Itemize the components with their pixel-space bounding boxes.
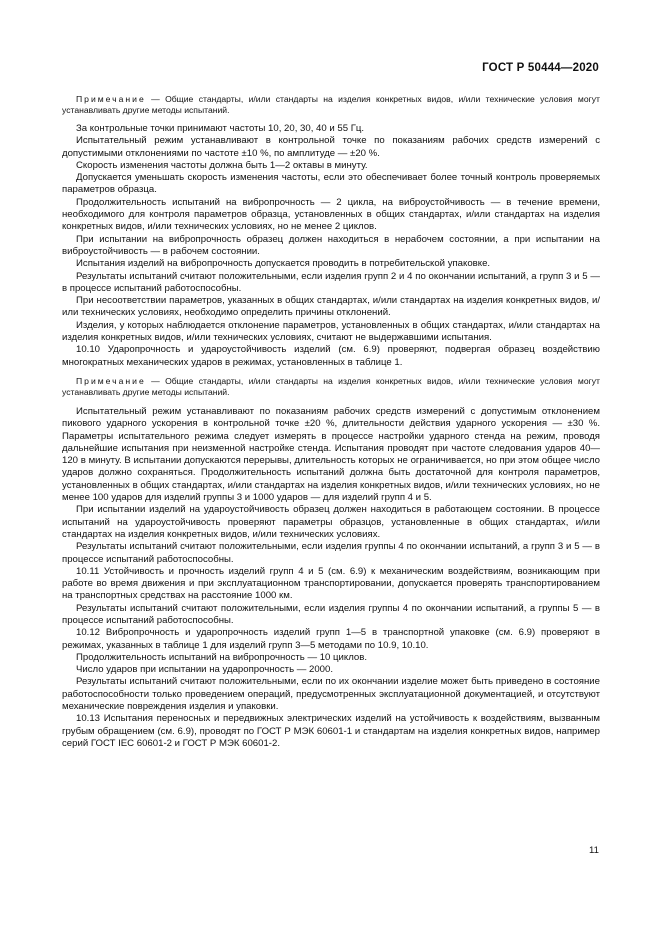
- paragraph: Продолжительность испытаний на вибропрочность — 2 цикла, на виброустойчивость — в течение времени, необходимого для контроля параметров образца, установленных в общих стандартах, и/или стандартах на изделия конкретных видов, и/или технических условиях, но не менее 2 циклов.: [62, 196, 600, 233]
- paragraph: Испытательный режим устанавливают по показаниям рабочих средств измерений с допустимым отклонением пикового ударного ускорения в контрольной точке ±20 %, длительности действия ударного ускорения — ±30 %. Параметры испытательного режима следует измерять в процессе настройки ударного стенда на режим, проводя дальнейшие испытания при неизменной настройке стенда. Испытания проводят при частоте следования ударов 40—120 в минуту. В испытании допускаются перерывы, длительность которых не ограничивается, но при этом общее число ударов должно сохраняться. Продолжительность испытаний должна быть достаточной для контроля параметров, установленных в общих стандартах, и/или стандартах на изделия конкретных видов, и/или технических условиях, но не менее 100 ударов для изделий группы 3 и 1000 ударов — для изделий групп 4 и 5.: [62, 405, 600, 504]
- note-label: Примечание: [76, 375, 146, 386]
- paragraph: При несоответствии параметров, указанных в общих стандартах, и/или стандартах на изделия конкретных видов, и/или технических условиях, необходимо определить причины отклонений.: [62, 295, 600, 319]
- page-number: 11: [589, 845, 599, 856]
- note-text: — Общие стандарты, и/или стандарты на изделия конкретных видов, и/или технические условия могут устанавливать другие методы испытаний.: [62, 375, 600, 397]
- paragraph: Результаты испытаний считают положительными, если изделия группы 4 по окончании испытаний, а групп 3 и 5 — в процессе испытаний работоспособны.: [62, 541, 600, 565]
- paragraph: При испытании на вибропрочность образец должен находиться в нерабочем состоянии, а при испытании на виброустойчивость — в рабочем состоянии.: [62, 233, 600, 257]
- paragraph: Результаты испытаний считают положительными, если изделия группы 4 по окончании испытаний, а группы 5 — в процессе испытаний работоспособны.: [62, 602, 600, 626]
- note-2: [62, 376, 600, 398]
- paragraph: Результаты испытаний считают положительными, если по их окончании изделие может быть приведено в состояние работоспособности только проведением операций, предусмотренных эксплуатационной документацией, и отсутствуют механические повреждения изделия и упаковки.: [62, 676, 600, 713]
- paragraph: Изделия, у которых наблюдается отклонение параметров, установленных в общих стандартах, и/или стандартах на изделия конкретных видов, и/или технических условиях, считают не выдержавшими испытания.: [62, 319, 600, 344]
- paragraph: Продолжительность испытаний на вибропрочность — 10 циклов.: [76, 651, 368, 663]
- section-10-11: 10.11 Устойчивость и прочность изделий групп 4 и 5 (см. 6.9) к механическим воздействиям, возникающим при работе во время движения и при эксплуатационном транспортировании, допускается проверять транспортированием на транспортных средствах на расстояние 1000 км.: [62, 565, 600, 602]
- section-10-13: 10.13 Испытания переносных и передвижных электрических изделий на устойчивость к воздействиям, вызванным грубым обращением (см. 6.9), проводят по ГОСТ Р МЭК 60601-1 и стандартам на изделия конкретных видов, например серий ГОСТ IEC 60601-2 и ГОСТ Р МЭК 60601-2.: [62, 713, 600, 749]
- document-header: ГОСТ Р 50444—2020: [482, 62, 599, 74]
- paragraph: За контрольные точки принимают частоты 10, 20, 30, 40 и 55 Гц.: [76, 123, 365, 134]
- section-10-10: 10.10 Ударопрочность и удароустойчивость изделий (см. 6.9) проверяют, подвергая образец воздействию многократных механических ударов в режимах, установленных в таблице 1.: [62, 344, 600, 368]
- note-text: — Общие стандарты, и/или стандарты на изделия конкретных видов, и/или технические условия могут устанавливать другие методы испытаний.: [62, 94, 600, 115]
- note-1: [62, 94, 600, 116]
- paragraph: Допускается уменьшать скорость изменения частоты, если это обеспечивает более точный контроль проверяемых параметров образца.: [62, 172, 600, 196]
- paragraph: Результаты испытаний считают положительными, если изделия групп 2 и 4 по окончании испытаний, а групп 3 и 5 — в процессе испытаний работоспособны.: [62, 270, 600, 294]
- paragraph: Скорость изменения частоты должна быть 1—2 октавы в минуту.: [76, 159, 368, 171]
- page-content: [62, 94, 600, 750]
- note-label: Примечание: [76, 94, 146, 104]
- paragraph: Число ударов при испытании на ударопрочность — 2000.: [76, 664, 333, 676]
- paragraph: Испытания изделий на вибропрочность допускается проводить в потребительской упаковке.: [76, 258, 491, 270]
- paragraph: Испытательный режим устанавливают в контрольной точке по показаниям рабочих средств измерений с допустимыми отклонениями по частоте ±10 %, по амплитуде — ±20 %.: [62, 135, 600, 159]
- paragraph: При испытании изделий на удароустойчивость образец должен находиться в работающем состоянии. В процессе испытаний на удароустойчивость проверяют параметры образцов, установленные в общих стандартах, и/или стандартах на изделия конкретных видов, и/или технических условиях.: [62, 504, 600, 540]
- section-10-12: 10.12 Вибропрочность и ударопрочность изделий групп 1—5 в транспортной упаковке (см. 6.9) проверяют в режимах, указанных в таблице 1 для изделий групп 3—5 методами по 10.9, 10.10.: [62, 627, 600, 651]
